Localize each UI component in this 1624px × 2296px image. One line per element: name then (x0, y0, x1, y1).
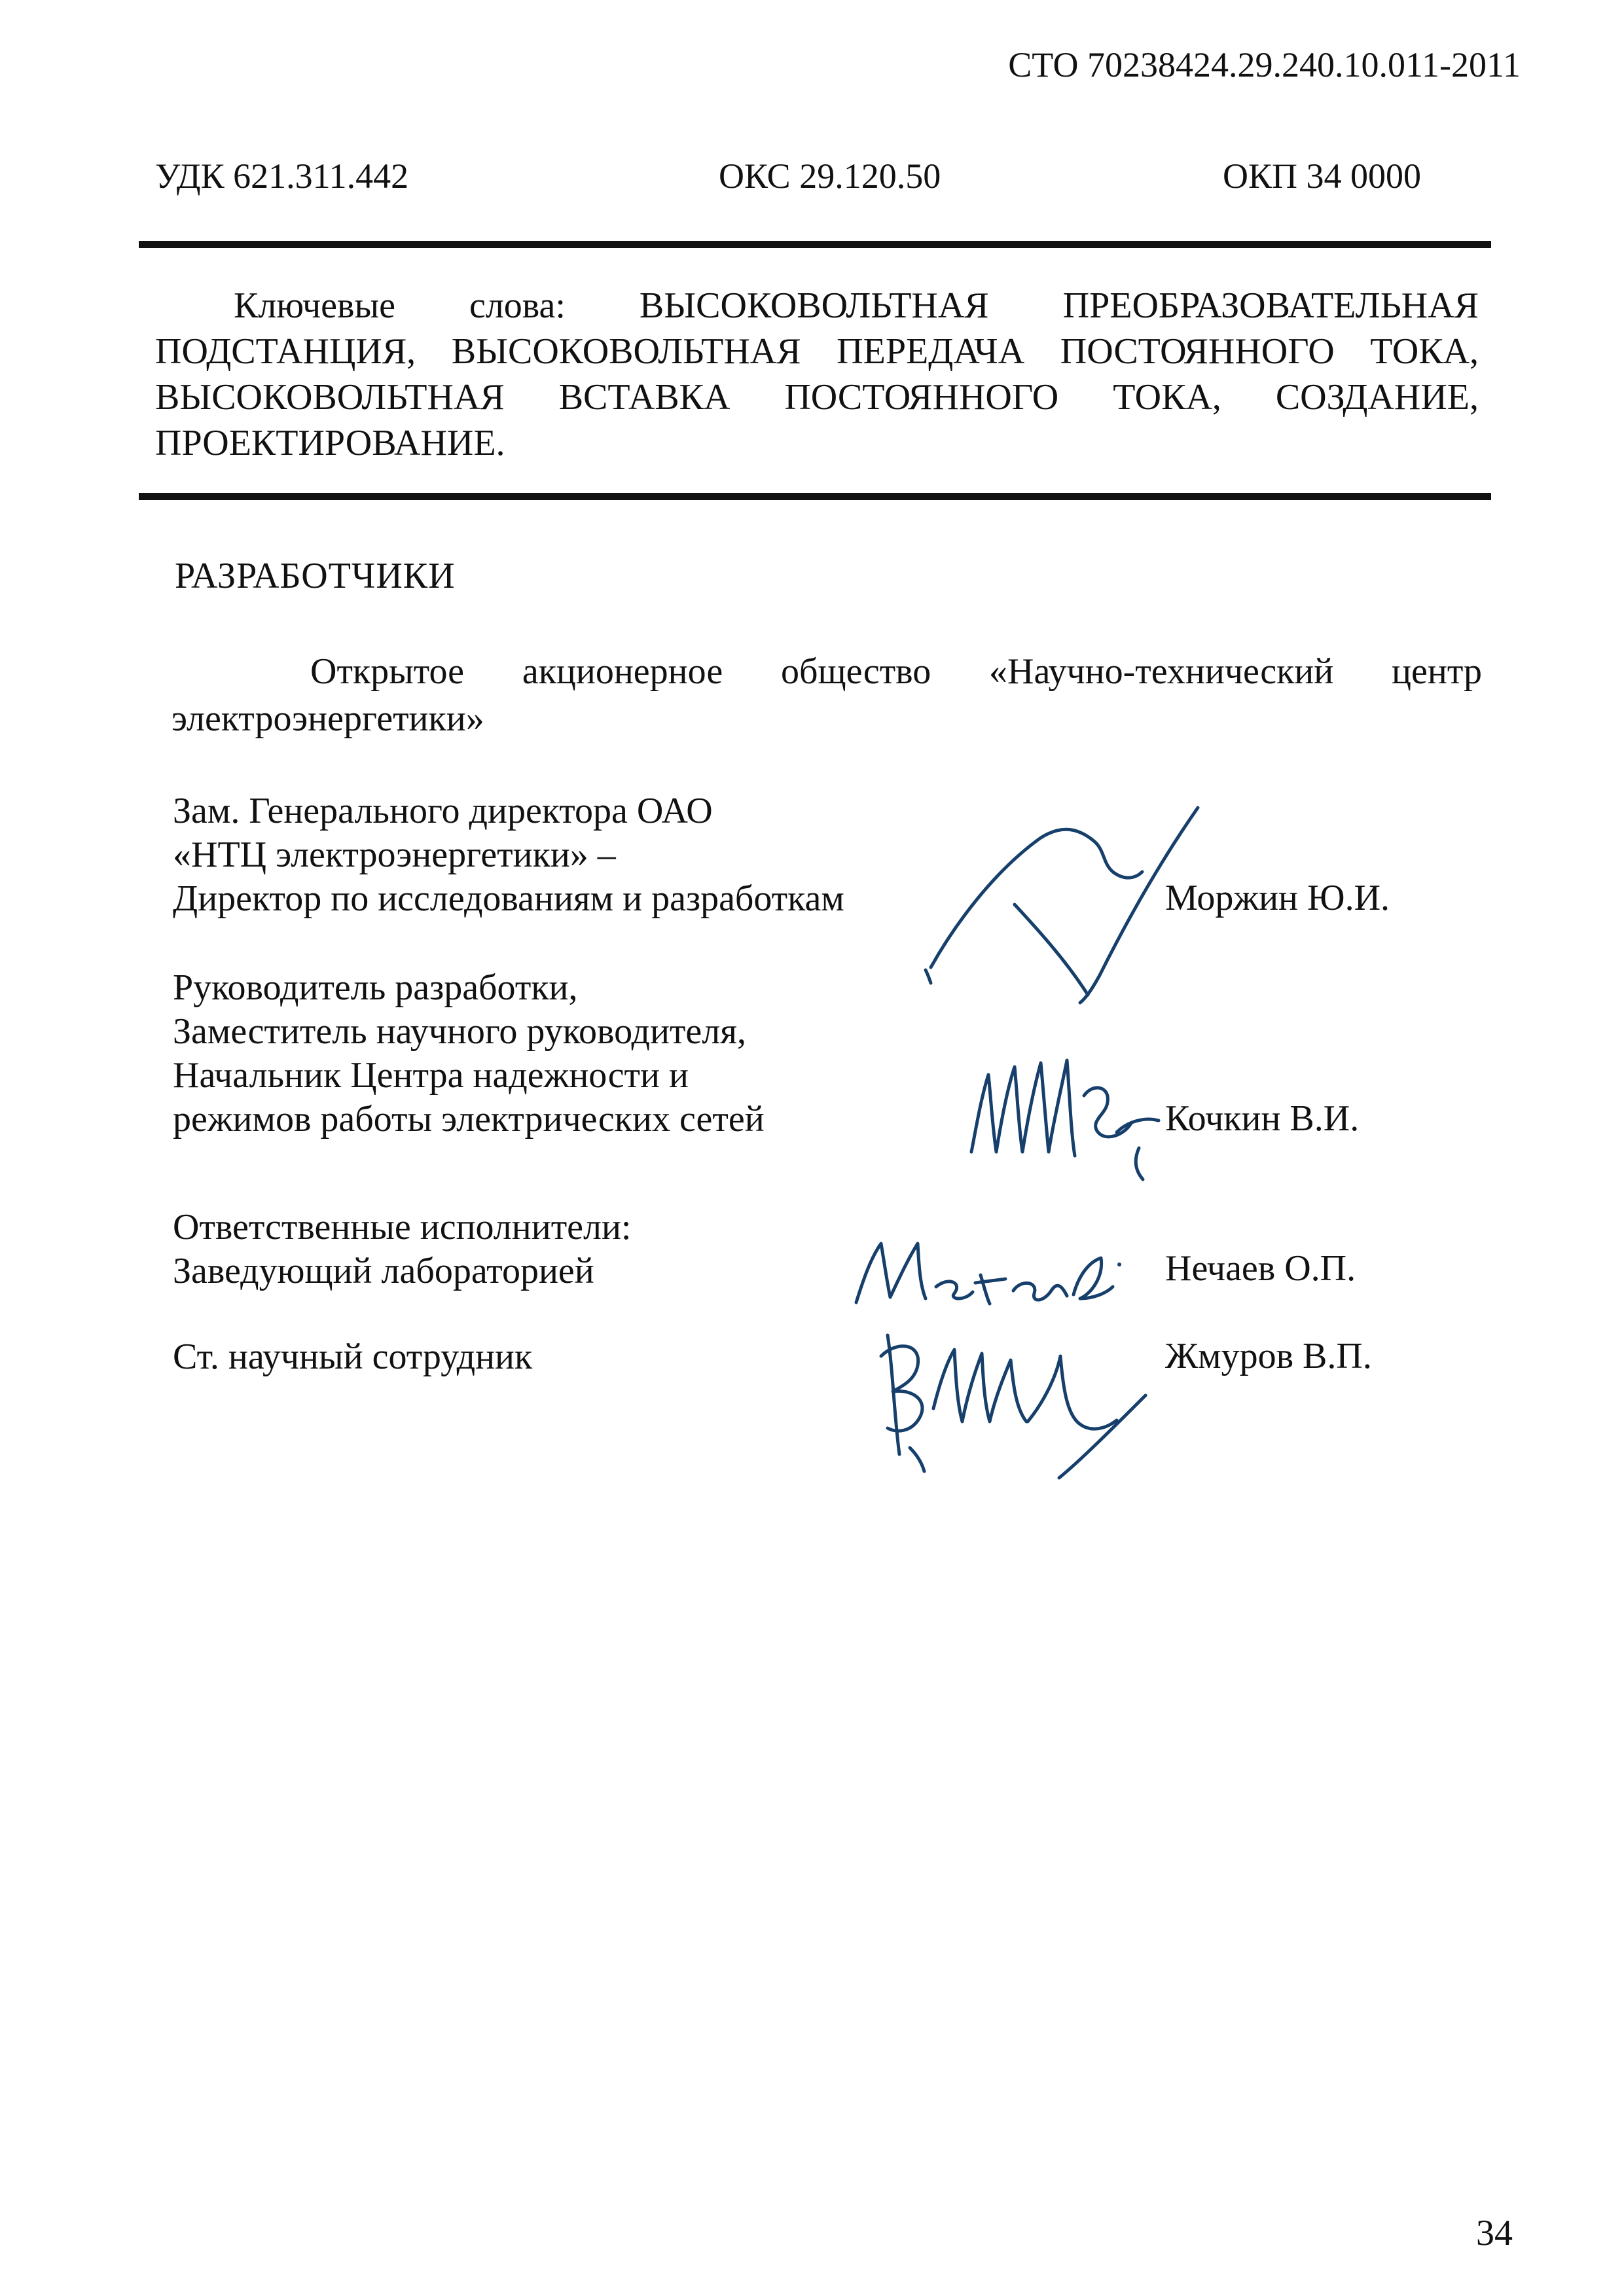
signatory-role-4: Ст. научный сотрудник (173, 1336, 533, 1377)
signature-nechaev (844, 1225, 1132, 1323)
developer-organization: Открытое акционерное общество «Научно-технический центр электроэнергетики» (171, 651, 1482, 739)
signatory-name-1: Моржин Ю.И. (1165, 878, 1390, 918)
keywords-paragraph: Ключевые слова: ВЫСОКОВОЛЬТНАЯ ПРЕОБРАЗОВАТЕЛЬНАЯ ПОДСТАНЦИЯ, ВЫСОКОВОЛЬТНАЯ ПЕРЕДАЧА ПОСТОЯННОГО ТОКА, ВЫСОКОВОЛЬТНАЯ ВСТАВКА ПОСТОЯННОГО ТОКА, СОЗДАНИЕ, ПРОЕКТИРОВАНИЕ. (155, 285, 1479, 463)
okp-code: ОКП 34 0000 (1223, 156, 1422, 196)
signatory-role-3: Ответственные исполнители: Заведующий лабораторией (173, 1207, 632, 1291)
signatory-name-4: Жмуров В.П. (1165, 1336, 1372, 1376)
signatory-name-3: Нечаев О.П. (1165, 1248, 1356, 1289)
signature-zhmurov (871, 1317, 1159, 1480)
signature-kochkin (962, 1041, 1172, 1191)
bottom-divider (139, 493, 1491, 500)
udk-code: УДК 621.311.442 (155, 156, 409, 196)
signatory-role-1: Зам. Генерального директора ОАО «НТЦ электроэнергетики» – Директор по исследованиям и разработкам (173, 791, 844, 919)
page-number: 34 (1476, 2213, 1513, 2253)
signatory-role-2: Руководитель разработки, Заместитель научного руководителя, Начальник Центра надежности и режимов работы электрических сетей (173, 967, 765, 1139)
oks-code: ОКС 29.120.50 (719, 156, 941, 196)
document-code: СТО 70238424.29.240.10.011-2011 (1008, 45, 1521, 84)
signatory-name-2: Кочкин В.И. (1165, 1098, 1360, 1139)
developers-heading: РАЗРАБОТЧИКИ (175, 556, 456, 596)
top-divider (139, 241, 1491, 248)
